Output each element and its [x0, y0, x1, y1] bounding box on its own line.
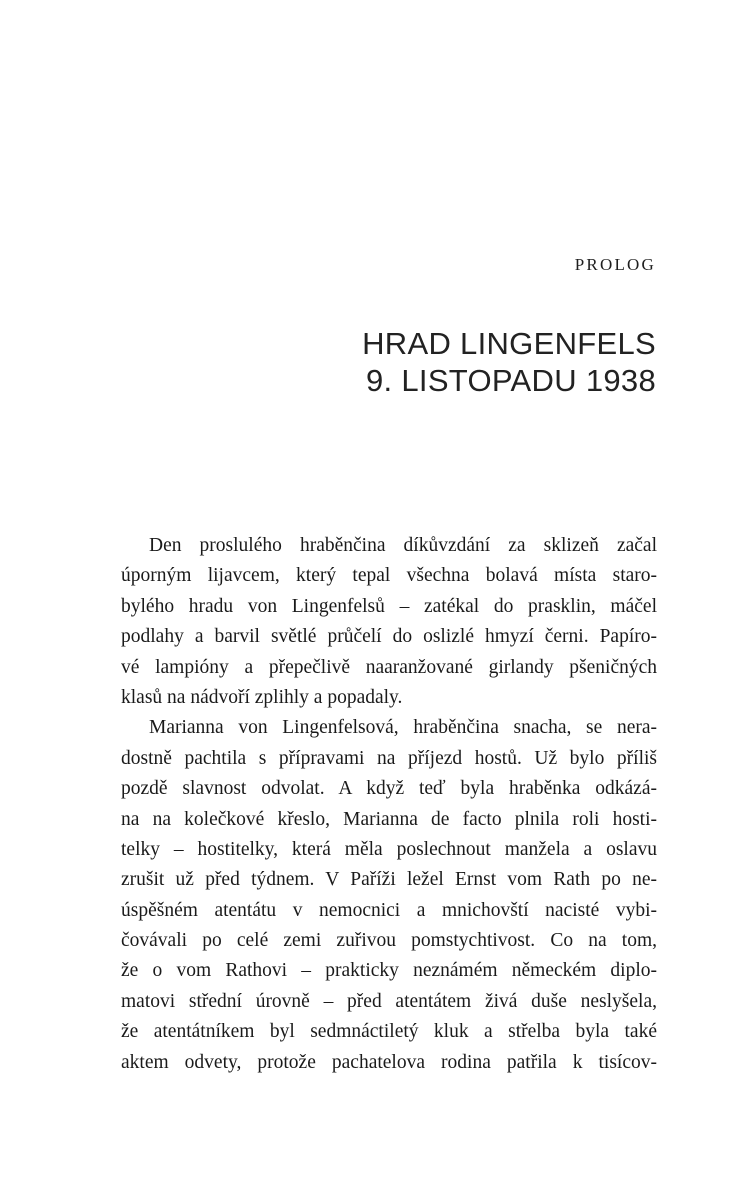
paragraph-1 [121, 531, 657, 713]
chapter-title-line: HRAD LINGENFELS [362, 326, 656, 361]
chapter-title [362, 325, 656, 399]
text-line: úporným lijavcem, který tepal všechna bolavá místa staro- [121, 565, 657, 587]
text-line: zrušit už před týdnem. V Paříži ležel Ernst vom Rath po ne- [121, 869, 657, 891]
text-line: že atentátníkem byl sedmnáctiletý kluk a střelba byla také [121, 1021, 657, 1043]
text-line: na na kolečkové křeslo, Marianna de facto plnila roli hosti- [121, 808, 657, 830]
text-line: Marianna von Lingenfelsová, hraběnčina snacha, se nera- [149, 717, 657, 739]
text-line: matovi střední úrovně – před atentátem živá duše neslyšela, [121, 990, 657, 1012]
text-line: Den proslulého hraběnčina díkůvzdání za sklizeň začal [149, 535, 657, 556]
text-line: pozdě slavnost odvolat. A když teď byla hraběnka odkázá- [121, 778, 657, 800]
text-line: dostně pachtila s přípravami na příjezd hostů. Už bylo příliš [121, 747, 657, 769]
text-line: čovávali po celé zemi zuřivou pomstychtivost. Co na tom, [121, 930, 657, 952]
text-line: že o vom Rathovi – prakticky neznámém německém diplo- [121, 960, 657, 982]
text-line: bylého hradu von Lingenfelsů – zatékal do prasklin, máčel [121, 595, 657, 617]
text-line: úspěšném atentátu v nemocnici a mnichovští nacisté vybi- [121, 899, 657, 921]
text-line: vé lampióny a přepečlivě naaranžované girlandy pšeničných [121, 656, 657, 678]
text-line: podlahy a barvil světlé průčelí do oslizlé hmyzí černi. Papíro- [121, 626, 657, 648]
paragraph-2 [121, 713, 657, 1078]
text-line: telky – hostitelky, která měla poslechnout manžela a oslavu [121, 838, 657, 860]
chapter-date-line: 9. LISTOPADU 1938 [366, 363, 656, 398]
body-text [121, 531, 657, 1078]
text-line: aktem odvety, protože pachatelova rodina patřila k tisícov- [121, 1051, 657, 1073]
chapter-label: PROLOG [574, 255, 656, 274]
text-line: klasů na nádvoří zplihly a popadaly. [121, 686, 403, 708]
